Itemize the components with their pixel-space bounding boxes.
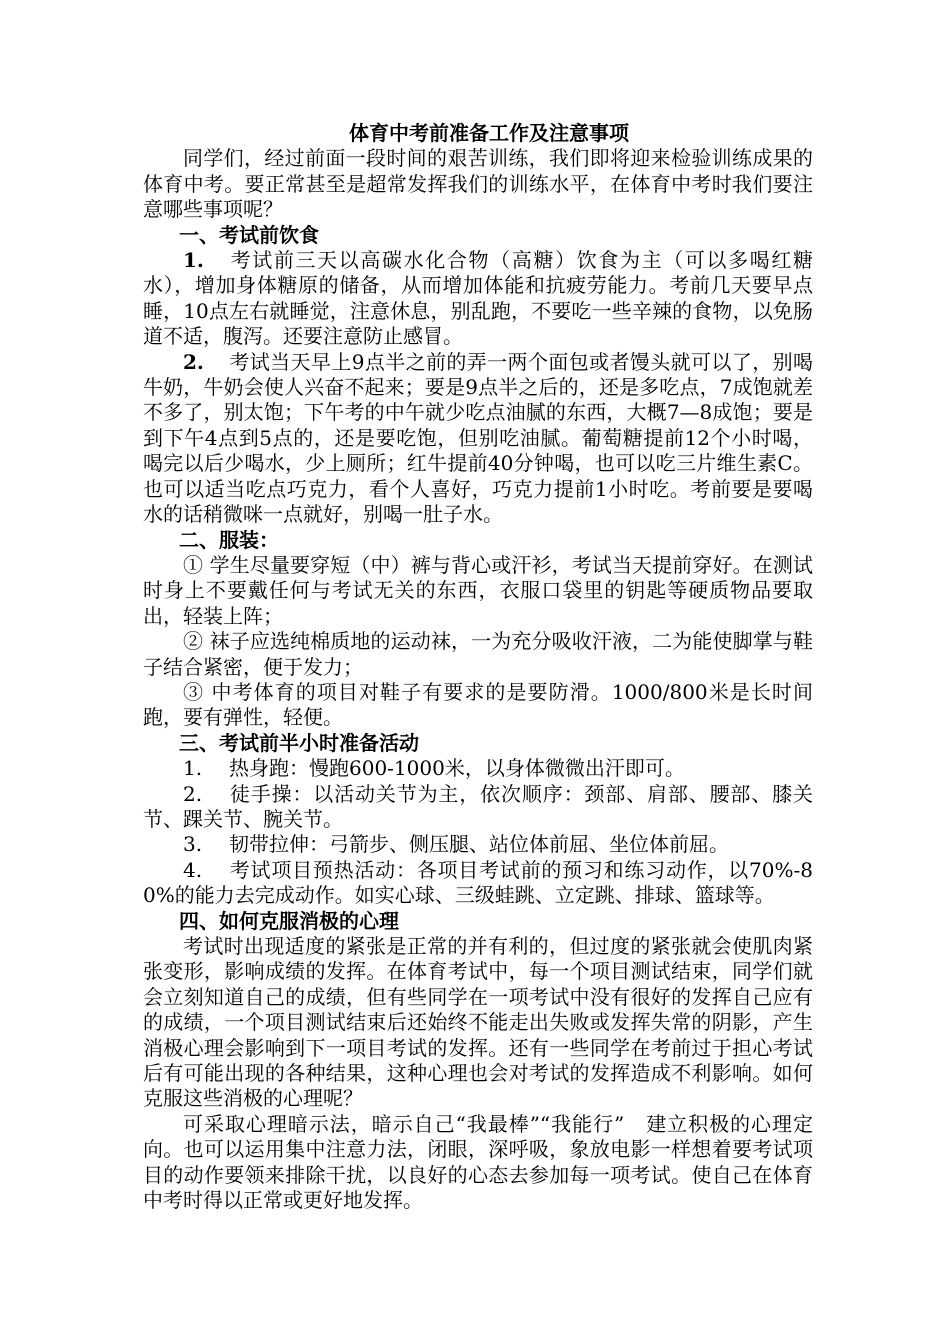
list-number: 2. (183, 781, 203, 806)
section-heading-warmup: 三、考试前半小时准备活动 (179, 730, 419, 755)
list-number: 1. (183, 756, 203, 781)
psychology-paragraph-1: 考试时出现适度的紧张是正常的并有利的，但过度的紧张就会使肌肉紧张变形，影响成绩的发挥。在体育考试中，每一个项目测试结束，同学们就会立刻知道自己的成绩，但有些同学在一项考试中没有很好的发挥自己应有的成绩，一个项目测试结束后还始终不能走出失败或发挥失常的阴影，产生消极心理会影响到下一项目考试的发挥。还有一些同学在考前过于担心考试后有可能出现的各种结果，这种心理也会对考试的发挥造成不利影响。如何克服这些消极的心理呢？ (143, 934, 813, 1111)
list-number: 2. (183, 349, 204, 374)
clothing-item-1: ① 学生尽量要穿短（中）裤与背心或汗衫，考试当天提前穿好。在测试时身上不要戴任何与考试无关的东西，衣服口袋里的钥匙等硬质物品要取出，轻装上阵； (143, 552, 813, 628)
document-body (143, 121, 813, 1213)
psychology-paragraph-2: 可采取心理暗示法，暗示自己“我最棒”“我能行” 建立积极的心理定向。也可以运用集中注意力法，闭眼，深呼吸，象放电影一样想着要考试项目的动作要领来排除干扰，以良好的心态去参加每一项考试。使自己在体育中考时得以正常或更好地发挥。 (143, 1111, 813, 1213)
list-number: 4. (183, 857, 203, 882)
section-heading-diet: 一、考试前饮食 (179, 222, 319, 247)
section-heading-psychology: 四、如何克服消极的心理 (179, 908, 399, 933)
list-text: 韧带拉伸：弓箭步、侧压腿、站位体前屈、坐位体前屈。 (229, 832, 729, 857)
document-title: 体育中考前准备工作及注意事项 (349, 121, 629, 145)
warmup-item-3 (143, 832, 813, 857)
list-number: 1. (183, 248, 204, 273)
diet-item-1 (143, 248, 813, 350)
warmup-item-4 (143, 858, 813, 909)
list-text: 考试前三天以高碳水化合物（高糖）饮食为主（可以多喝红糖水），增加身体糖原的储备，从而增加体能和抗疲劳能力。考前几天要早点睡，10点左右就睡觉，注意休息，别乱跑，不要吃一些辛辣的食物，以免肠道不适，腹泻。还要注意防止感冒。 (143, 248, 813, 349)
section-heading-clothing: 二、服装： (179, 527, 279, 552)
warmup-item-1 (143, 756, 813, 781)
intro-paragraph: 同学们，经过前面一段时间的艰苦训练，我们即将迎来检验训练成果的体育中考。要正常甚至是超常发挥我们的训练水平，在体育中考时我们要注意哪些事项呢？ (143, 146, 813, 222)
warmup-item-2 (143, 782, 813, 833)
list-text: 徒手操：以活动关节为主，依次顺序：颈部、肩部、腰部、膝关节、踝关节、腕关节。 (143, 781, 813, 831)
list-text: 考试项目预热活动：各项目考试前的预习和练习动作，以70%-80%的能力去完成动作。如实心球、三级蛙跳、立定跳、排球、篮球等。 (143, 857, 813, 908)
list-text: 考试当天早上9点半之前的弄一两个面包或者馒头就可以了，别喝牛奶，牛奶会使人兴奋不起来；要是9点半之后的，还是多吃点，7成饱就差不多了，别太饱；下午考的中午就少吃点油腻的东西，大概7—8成饱；要是到下午4点到5点的，还是要吃饱，但别吃油腻。葡萄糖提前12个小时喝，喝完以后少喝水，少上厕所；红牛提前40分钟喝，也可以吃三片维生素C。也可以适当吃点巧克力，看个人喜好，巧克力提前1小时吃。考前要是要喝水的话稍微咪一点就好，别喝一肚子水。 (143, 349, 813, 527)
list-text: 热身跑：慢跑600-1000米，以身体微微出汗即可。 (229, 756, 685, 781)
clothing-item-2: ② 袜子应选纯棉质地的运动袜，一为充分吸收汗液，二为能使脚掌与鞋子结合紧密，便于发力； (143, 629, 813, 679)
list-number: 3. (183, 832, 203, 857)
clothing-item-3: ③ 中考体育的项目对鞋子有要求的是要防滑。1000/800米是长时间跑，要有弹性，轻便。 (143, 679, 813, 730)
diet-item-2 (143, 350, 813, 528)
